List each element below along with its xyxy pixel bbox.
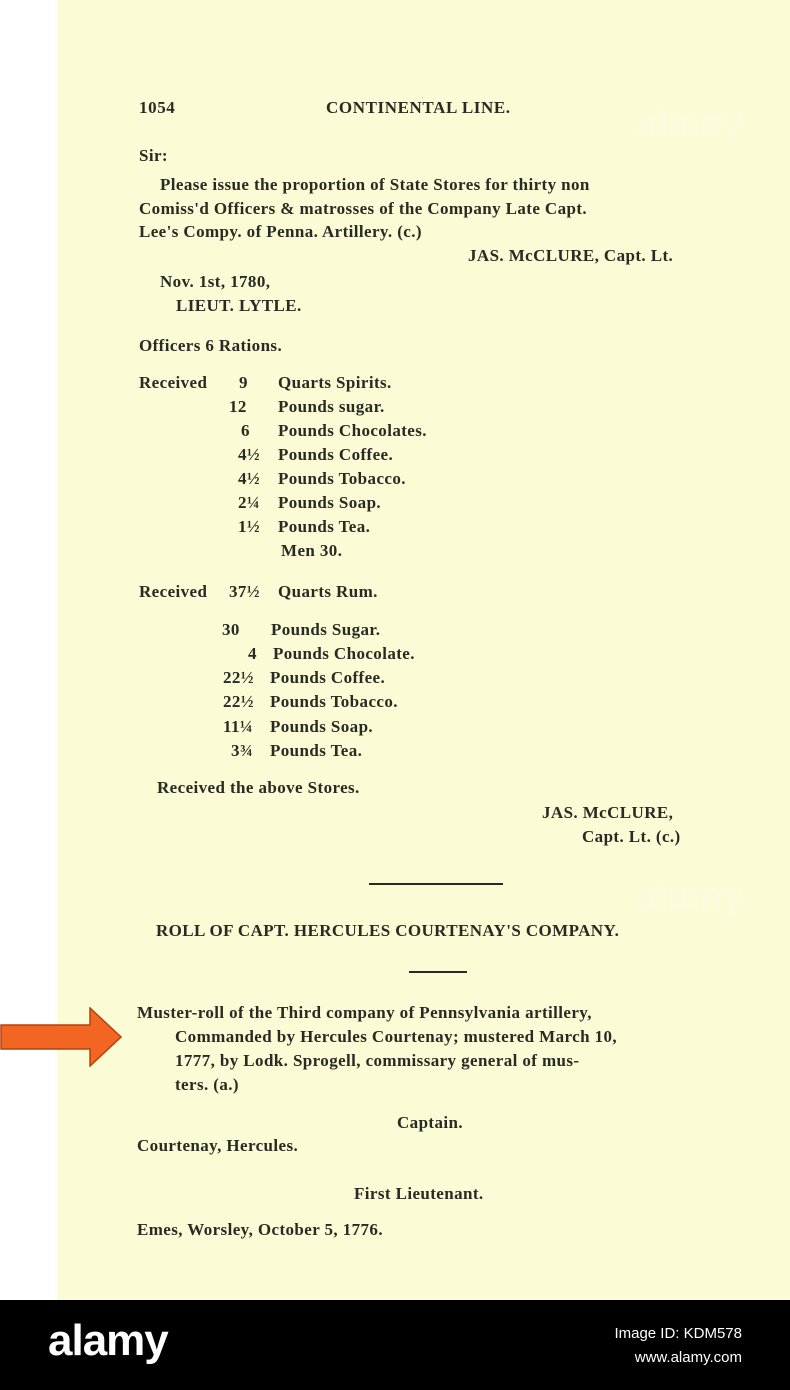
image-id-block	[614, 1322, 742, 1370]
received-label: Received	[139, 582, 208, 601]
ration-qty: 9	[239, 373, 248, 392]
ration-qty: 22½	[223, 668, 254, 687]
ration-qty: 4½	[238, 445, 261, 464]
ration-qty: 1½	[238, 517, 261, 536]
ration-item: Pounds Coffee.	[270, 668, 386, 687]
lieutenant-entry: Emes, Worsley, October 5, 1776.	[137, 1220, 383, 1239]
ration-qty: 3¾	[231, 741, 254, 760]
signature-name: JAS. McCLURE,	[542, 803, 674, 822]
receipt-line: Received the above Stores.	[157, 778, 360, 797]
ration-item: Pounds Chocolate.	[273, 644, 415, 663]
right-arrow-icon	[0, 1007, 122, 1067]
letter-addressee: LIEUT. LYTLE.	[176, 296, 302, 315]
site-url: www.alamy.com	[634, 1349, 742, 1366]
watermark-logo-mid: alamy	[636, 876, 744, 918]
ration-item: Pounds Tea.	[270, 741, 363, 760]
ration-qty: 12	[229, 397, 247, 416]
ration-qty: 4	[248, 644, 257, 663]
ration-item: Pounds Tea.	[278, 517, 371, 536]
alamy-logo: alamy	[48, 1316, 168, 1365]
ration-item: Pounds Sugar.	[271, 620, 381, 639]
ration-item: Quarts Rum.	[278, 582, 378, 601]
image-id: Image ID: KDM578	[614, 1325, 742, 1342]
short-divider	[409, 971, 467, 973]
section-divider	[369, 883, 503, 885]
officers-heading: Officers 6 Rations.	[139, 336, 283, 355]
ration-qty: 11¼	[223, 717, 254, 736]
ration-item: Quarts Spirits.	[278, 373, 392, 392]
ration-qty: 30	[222, 620, 240, 639]
letter-line: Please issue the proportion of State Stores for thirty non	[160, 175, 590, 194]
letter-date: Nov. 1st, 1780,	[160, 272, 271, 291]
captain-heading: Captain.	[397, 1113, 464, 1132]
ration-item: Pounds Chocolates.	[278, 421, 427, 440]
ration-qty: 4½	[238, 469, 261, 488]
ration-item: Pounds Tobacco.	[270, 692, 398, 711]
ration-qty: 2¼	[238, 493, 261, 512]
ration-qty: 22½	[223, 692, 254, 711]
men-line: Men 30.	[281, 541, 343, 560]
ration-item: Pounds Soap.	[270, 717, 374, 736]
ration-qty: 6	[241, 421, 250, 440]
muster-line: Commanded by Hercules Courtenay; mustered March 10,	[175, 1027, 618, 1046]
watermark-footer	[0, 1300, 790, 1390]
lieutenant-heading: First Lieutenant.	[354, 1184, 484, 1203]
captain-entry: Courtenay, Hercules.	[137, 1136, 299, 1155]
letter-line: Lee's Compy. of Penna. Artillery. (c.)	[139, 222, 422, 241]
ration-item: Pounds Tobacco.	[278, 469, 406, 488]
letter-line: Comiss'd Officers & matrosses of the Company Late Capt.	[139, 199, 588, 218]
letter-signature: JAS. McCLURE, Capt. Lt.	[468, 246, 674, 265]
ration-item: Pounds sugar.	[278, 397, 385, 416]
ration-qty: 37½	[229, 582, 260, 601]
signature-title: Capt. Lt. (c.)	[582, 827, 681, 846]
received-label: Received	[139, 373, 208, 392]
document-page	[57, 0, 790, 1300]
muster-line: Muster-roll of the Third company of Pennsylvania artillery,	[137, 1003, 592, 1022]
page-number: 1054	[139, 98, 176, 117]
muster-line: ters. (a.)	[175, 1075, 239, 1094]
muster-line: 1777, by Lodk. Sprogell, commissary general of mus-	[175, 1051, 580, 1070]
running-title: CONTINENTAL LINE.	[326, 98, 511, 117]
roll-heading: ROLL OF CAPT. HERCULES COURTENAY'S COMPANY.	[156, 921, 620, 940]
ration-item: Pounds Soap.	[278, 493, 382, 512]
ration-item: Pounds Coffee.	[278, 445, 394, 464]
watermark-logo-top: alamy	[636, 102, 744, 144]
salutation: Sir:	[139, 146, 168, 165]
